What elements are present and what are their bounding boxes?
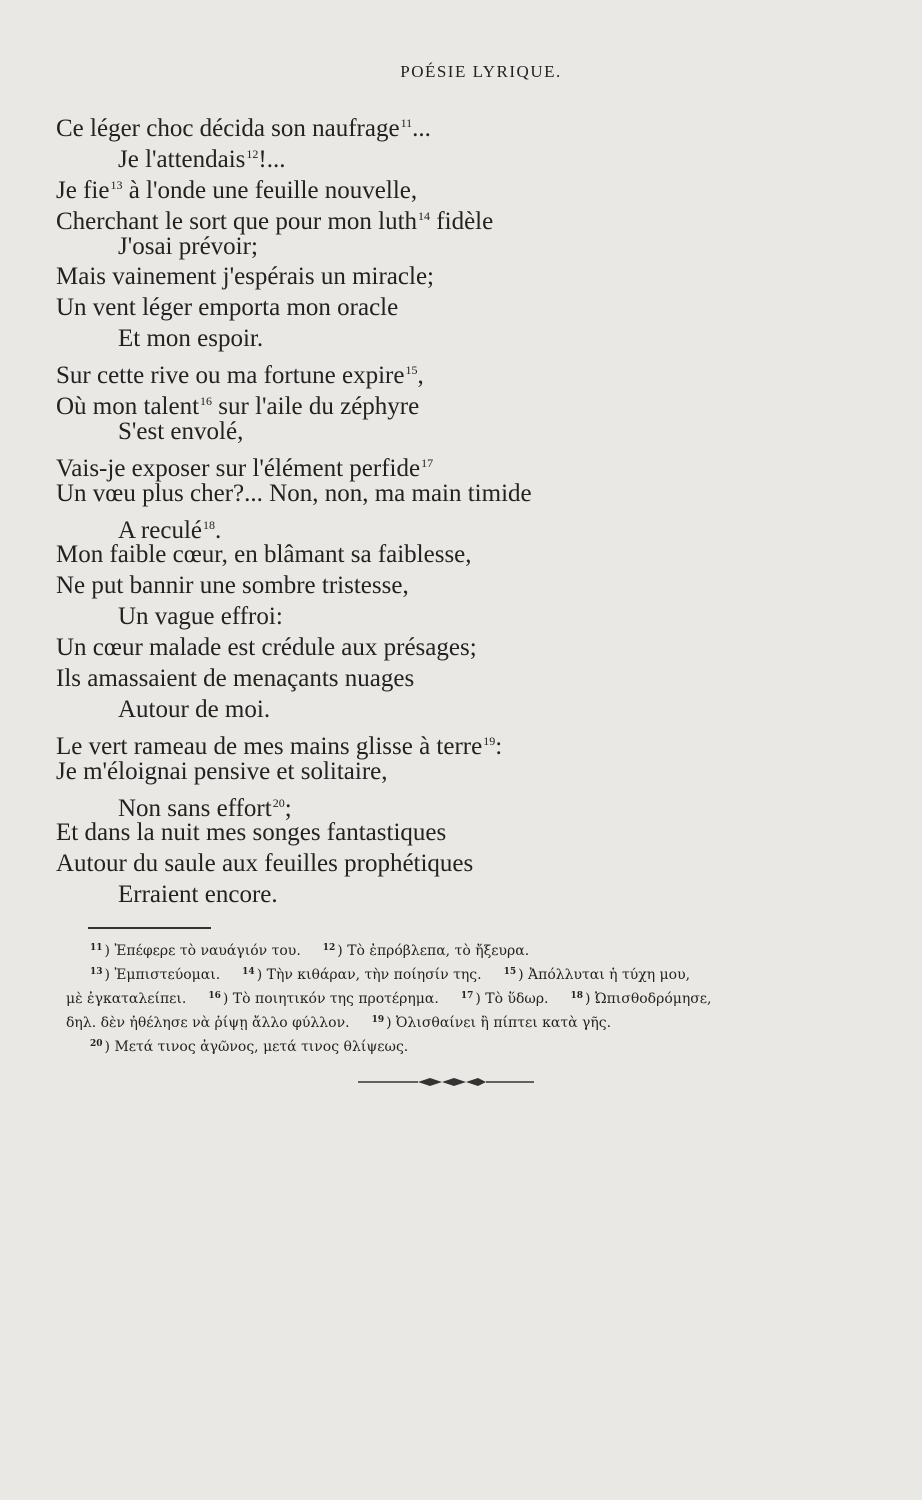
footnote-reference: 19 xyxy=(483,733,496,748)
footnote-item xyxy=(323,943,529,959)
poem-line-text: Mais vainement j'espérais un miracle; xyxy=(56,263,434,291)
footnote-text: ) Τὸ ἐπρόβλεπα, τὸ ἤξευρα. xyxy=(337,943,530,959)
footnote-text: ) Τὸ ὕδωρ. xyxy=(475,991,549,1007)
footnote-item xyxy=(90,1039,408,1055)
poem-line-text: Erraient encore. xyxy=(118,881,278,909)
poem-line-trailing-text: ... xyxy=(412,115,431,142)
poem-line-text: Vais-je exposer sur l'élément perfide xyxy=(56,454,421,482)
poem-line-text: A reculé xyxy=(118,516,202,544)
footnote-reference: 11 xyxy=(400,116,413,130)
footnote-item xyxy=(208,991,438,1007)
footnote-text: ) Τὸ ποιητικόν της προτέρημα. xyxy=(222,991,439,1007)
footnote-line xyxy=(66,1034,886,1058)
running-header: POÉSIE LYRIQUE. xyxy=(400,62,562,81)
poem-line xyxy=(56,633,656,664)
poem-line xyxy=(56,108,656,142)
poem-line-text: Ce léger choc décida son naufrage xyxy=(56,115,400,142)
poem-line-text: J'osai prévoir; xyxy=(118,232,258,260)
poem-line xyxy=(56,262,656,293)
poem-line xyxy=(56,355,656,390)
poem-line-text: Je fie xyxy=(56,176,110,204)
footnote-text: ) Μετά τινος ἀγῶνος, μετά τινος θλίψεως. xyxy=(104,1039,409,1055)
footnote-item xyxy=(504,967,690,983)
poem-line-text: Et mon espoir. xyxy=(118,325,264,353)
footnote-number: 17 xyxy=(460,991,474,1001)
poem-line-trailing-text: ; xyxy=(284,794,292,822)
footnote-number: 11 xyxy=(90,943,103,953)
footnote-text: ) Ἐμπιστεύομαι. xyxy=(104,967,221,983)
footnote-reference: 17 xyxy=(421,455,434,470)
footnote-text: δηλ. δὲν ἠθέλησε νὰ ῥίψῃ ἄλλο φύλλον. xyxy=(66,1015,350,1031)
footnote-line xyxy=(66,938,886,962)
poem-line xyxy=(56,726,656,760)
footnote-number: 20 xyxy=(90,1039,103,1049)
footnote-line xyxy=(66,986,886,1010)
footnote-separator-rule xyxy=(88,927,211,929)
poem-line-text: Et dans la nuit mes songes fantastiques xyxy=(56,819,447,847)
poem-line xyxy=(56,417,656,448)
footnote-item xyxy=(461,991,549,1007)
footnote-reference: 20 xyxy=(272,795,285,810)
poem-line-text: Le vert rameau de mes mains glisse à terre xyxy=(56,732,483,760)
poem-line xyxy=(56,757,656,788)
poem-line-text: Un cœur malade est crédule aux présages; xyxy=(56,634,477,662)
poem-line-text: Un vent léger emporta mon oracle xyxy=(56,294,399,322)
poem-line-text: Où mon talent xyxy=(56,393,200,421)
footnote-number: 19 xyxy=(371,1015,385,1025)
footnote-line xyxy=(66,1010,886,1034)
poem-line-trailing-text: , xyxy=(417,362,424,390)
poem-line xyxy=(56,788,656,822)
footnotes-block xyxy=(66,938,886,1058)
footnote-reference: 14 xyxy=(418,208,431,223)
poem-line-text: Sur cette rive ou ma fortune expire xyxy=(56,362,405,390)
poem-line xyxy=(56,448,656,482)
footnote-number: 15 xyxy=(503,967,517,977)
poem-line xyxy=(56,695,656,726)
poem-line xyxy=(56,602,656,633)
poem-line-text: Ils amassaient de menaçants nuages xyxy=(56,665,415,693)
poem-line xyxy=(56,664,656,695)
poem-line-text: S'est envolé, xyxy=(118,417,244,445)
poem-line xyxy=(56,540,656,571)
poem-line xyxy=(56,293,656,324)
footnote-number: 13 xyxy=(90,967,103,977)
footnote-line xyxy=(66,962,886,986)
footnote-number: 18 xyxy=(570,991,584,1001)
poem-line-text: Un vague effroi: xyxy=(118,603,283,631)
footnote-item xyxy=(66,991,186,1007)
poem-line-text: Non sans effort xyxy=(118,794,272,822)
poem-line-trailing-text: . xyxy=(214,516,222,544)
poem-line xyxy=(56,880,656,911)
poem-line-trailing-text: à l'onde une feuille nouvelle, xyxy=(122,176,418,204)
footnote-number: 12 xyxy=(322,943,336,953)
poem-line xyxy=(56,571,656,602)
footnote-item xyxy=(242,967,481,983)
poem-line xyxy=(56,386,656,421)
poem-line xyxy=(56,818,656,849)
footnote-item xyxy=(90,943,301,959)
poem-line xyxy=(56,479,656,510)
footnote-text: ) Ὀλισθαίνει ἢ πίπτει κατὰ γῆς. xyxy=(386,1015,612,1031)
end-ornament xyxy=(358,1075,534,1089)
poem-line xyxy=(56,849,656,880)
footnote-reference: 15 xyxy=(405,363,418,378)
footnote-reference: 12 xyxy=(246,146,259,161)
footnote-text: ) Ὠπισθοδρόμησε, xyxy=(585,991,712,1007)
poem-line-text: Ne put bannir une sombre tristesse, xyxy=(56,572,409,600)
poem-line xyxy=(56,201,656,235)
poem-line xyxy=(56,139,656,173)
footnote-item xyxy=(372,1015,611,1031)
poem-line-text: Je m'éloignai pensive et solitaire, xyxy=(56,757,388,785)
poem-line-text: Autour du saule aux feuilles prophétiques xyxy=(56,850,474,878)
footnote-text: ) Τὴν κιθάραν, τὴν ποίησίν της. xyxy=(256,967,482,983)
poem-line xyxy=(56,510,656,544)
poem-line-text: Autour de moi. xyxy=(118,695,271,723)
poem-line-text: Cherchant le sort que pour mon luth xyxy=(56,207,418,235)
footnote-text: ) Ἀπόλλυται ἡ τύχη μου, xyxy=(518,967,691,983)
footnote-number: 14 xyxy=(242,967,255,977)
footnote-reference: 18 xyxy=(202,517,215,532)
poem-line-trailing-text: : xyxy=(495,732,503,760)
poem-line-trailing-text: sur l'aile du zéphyre xyxy=(212,393,420,421)
poem-line xyxy=(56,170,656,204)
poem-line xyxy=(56,232,656,263)
poem-line-text: Un vœu plus cher?... Non, non, ma main timide xyxy=(56,479,532,507)
poem-line xyxy=(56,324,656,355)
footnote-item xyxy=(571,991,712,1007)
footnote-reference: 13 xyxy=(110,177,123,192)
footnote-item xyxy=(90,967,220,983)
footnote-text: ) Ἐπέφερε τὸ ναυάγιόν του. xyxy=(104,943,301,959)
footnote-text: μὲ ἐγκαταλείπει. xyxy=(66,991,187,1007)
poem-line-text: Je l'attendais xyxy=(118,145,246,173)
footnote-reference: 16 xyxy=(200,394,213,409)
poem-body xyxy=(56,108,656,911)
footnote-item xyxy=(66,1015,350,1031)
poem-line-text: Mon faible cœur, en blâmant sa faiblesse, xyxy=(56,541,472,569)
poem-line-trailing-text: !... xyxy=(258,145,286,173)
footnote-number: 16 xyxy=(208,991,221,1001)
poem-line-trailing-text: fidèle xyxy=(430,207,494,235)
